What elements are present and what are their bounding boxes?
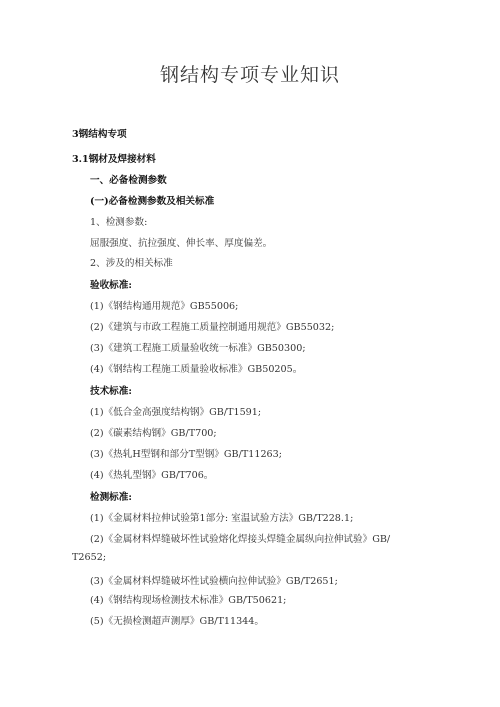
- subsection-heading: 3.1钢材及焊接材料: [72, 154, 156, 165]
- testing-item: (2)《金属材料焊缝破坏性试验熔化焊接头焊缝金属纵向拉伸试验》GB/: [90, 534, 391, 545]
- testing-item: (4)《钢结构现场检测技术标准》GB/T50621;: [90, 595, 287, 606]
- acceptance-item: (4)《钢结构工程施工质量验收标准》GB50205。: [90, 364, 303, 375]
- technical-item: (2)《碳素结构钢》GB/T700;: [90, 428, 217, 439]
- testing-item-continuation: T2652;: [72, 552, 107, 563]
- testing-item: (1)《金属材料拉伸试验第1部分: 室温试验方法》GB/T228.1;: [90, 513, 354, 524]
- testing-heading: 检测标准:: [90, 492, 132, 503]
- technical-item: (1)《低合金高强度结构钢》GB/T1591;: [90, 407, 262, 418]
- part-heading: 一、必备检测参数: [90, 175, 167, 186]
- document-title: 钢结构专项专业知识: [159, 64, 340, 86]
- section-heading: 3钢结构专项: [72, 129, 127, 140]
- acceptance-item: (3)《建筑工程施工质量验收统一标准》GB50300;: [90, 343, 306, 354]
- item2-label: 2、涉及的相关标准: [90, 258, 173, 269]
- acceptance-item: (1)《钢结构通用规范》GB55006;: [90, 301, 239, 312]
- technical-item: (4)《热轧型钢》GB/T706。: [90, 470, 214, 481]
- testing-item: (5)《无损检测超声测厚》GB/T11344。: [90, 616, 264, 627]
- acceptance-item: (2)《建筑与市政工程施工质量控制通用规范》GB55032;: [90, 322, 335, 333]
- item1-label: 1、检测参数:: [90, 217, 148, 228]
- sub-heading: (一)必备检测参数及相关标准: [90, 196, 215, 207]
- technical-heading: 技术标准:: [90, 386, 132, 397]
- technical-item: (3)《热轧H型钢和部分T型钢》GB/T11263;: [90, 449, 282, 460]
- item1-text: 屈服强度、抗拉强度、伸长率、厚度偏差。: [90, 238, 273, 249]
- testing-item: (3)《金属材料焊缝破坏性试验横向拉伸试验》GB/T2651;: [90, 576, 338, 587]
- acceptance-heading: 验收标准:: [90, 280, 132, 291]
